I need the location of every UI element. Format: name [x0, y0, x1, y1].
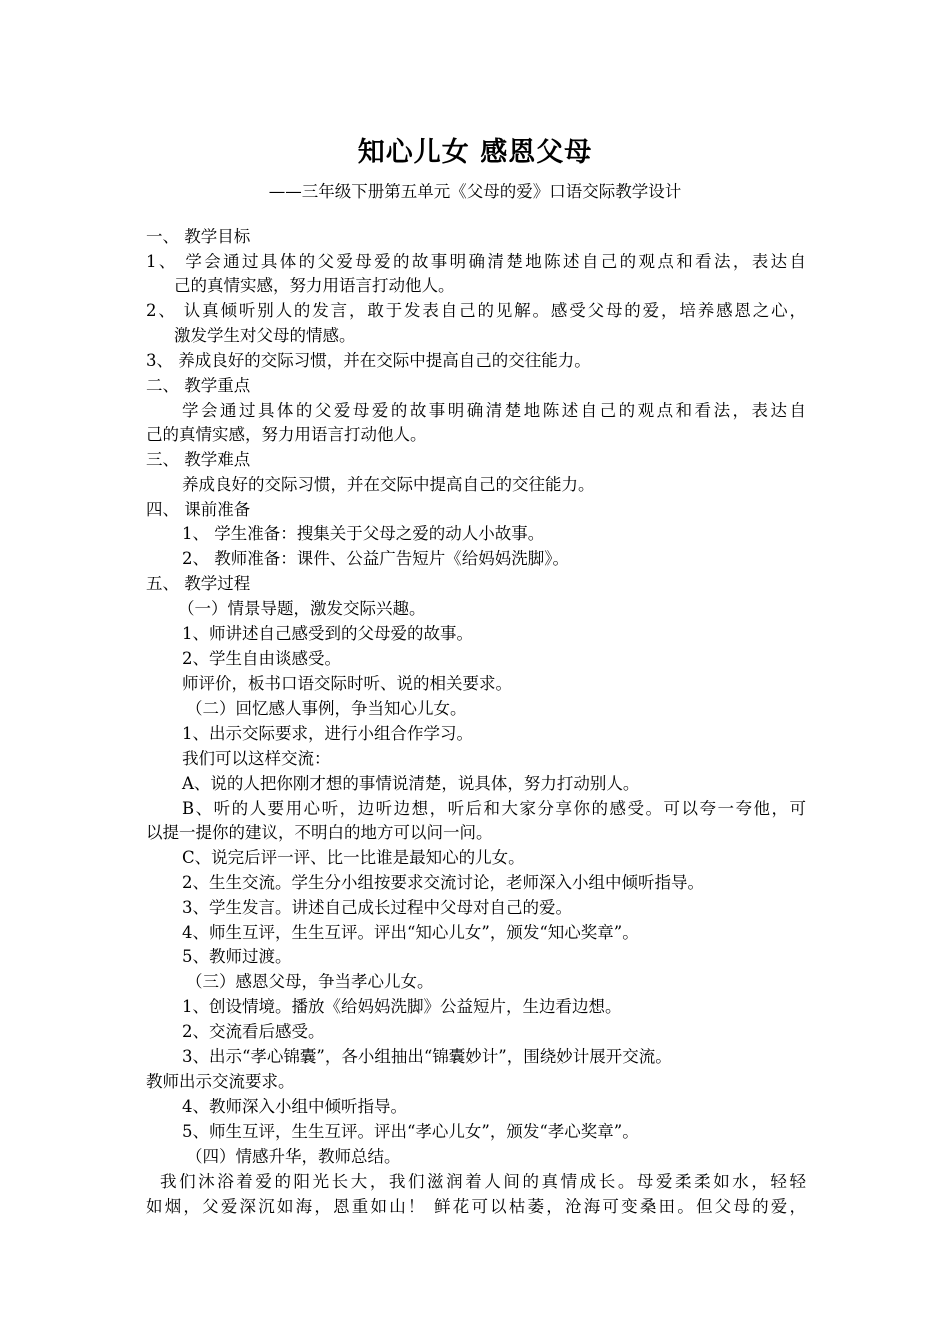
text-line: 1、创设情境。播放《给妈妈洗脚》公益短片，生边看边想。 — [182, 997, 622, 1016]
text-line: 2、交流看后感受。 — [182, 1022, 325, 1041]
text-line: 1、 学会通过具体的父爱母爱的故事明确清楚地陈述自己的观点和看法，表达自 — [146, 252, 806, 271]
text-line: 师评价，板书口语交际时听、说的相关要求。 — [182, 674, 512, 693]
text-line: 四、 课前准备 — [146, 500, 251, 519]
text-line: 己的真情实感，努力用语言打动他人。 — [146, 425, 427, 444]
text-line: 3、出示“孝心锦囊”，各小组抽出“锦囊妙计”，围绕妙计展开交流。 — [182, 1047, 672, 1066]
text-line: 3、 养成良好的交际习惯，并在交际中提高自己的交往能力。 — [146, 351, 591, 370]
document-subtitle: ——三年级下册第五单元《父母的爱》口语交际教学设计 — [268, 182, 682, 201]
text-line: 我们可以这样交流： — [182, 749, 331, 768]
text-line: 1、 学生准备：搜集关于父母之爱的动人小故事。 — [182, 524, 545, 543]
text-line: 以提一提你的建议，不明白的地方可以问一问。 — [146, 823, 493, 842]
text-line: 2、生生交流。学生分小组按要求交流讨论，老师深入小组中倾听指导。 — [182, 873, 704, 892]
text-line: 养成良好的交际习惯，并在交际中提高自己的交往能力。 — [182, 475, 595, 494]
text-line: 2、 教师准备：课件、公益广告短片《给妈妈洗脚》。 — [182, 549, 569, 568]
text-line: （一）情景导题，激发交际兴趣。 — [178, 599, 426, 618]
text-line: 1、出示交际要求，进行小组合作学习。 — [182, 724, 473, 743]
text-line: 教师出示交流要求。 — [146, 1072, 295, 1091]
text-line: 三、 教学难点 — [146, 450, 251, 469]
text-line: （四）情感升华，教师总结。 — [186, 1147, 401, 1166]
text-line: 五、 教学过程 — [146, 574, 251, 593]
text-line: 2、 认真倾听别人的发言，敢于发表自己的见解。感受父母的爱，培养感恩之心， — [146, 301, 806, 320]
text-line: 一、 教学目标 — [146, 227, 251, 246]
text-line: 我们沐浴着爱的阳光长大，我们滋润着人间的真情成长。母爱柔柔如水，轻轻 — [160, 1172, 806, 1191]
document-title: 知心儿女 感恩父母 — [357, 137, 593, 168]
text-line: C、说完后评一评、比一比谁是最知心的儿女。 — [182, 848, 525, 867]
text-line: （二）回忆感人事例，争当知心儿女。 — [186, 699, 467, 718]
text-line: 5、教师过渡。 — [182, 947, 292, 966]
text-line: 2、学生自由谈感受。 — [182, 649, 341, 668]
text-line: （三）感恩父母，争当孝心儿女。 — [186, 972, 434, 991]
text-line: 4、师生互评，生生互评。评出“知心儿女”，颁发“知心奖章”。 — [182, 923, 639, 942]
text-line: 3、学生发言。讲述自己成长过程中父母对自己的爱。 — [182, 898, 572, 917]
text-line: B、听的人要用心听，边听边想，听后和大家分享你的感受。可以夸一夸他，可 — [182, 799, 806, 818]
text-line: 如烟，父爱深沉如海，恩重如山！ 鲜花可以枯萎，沧海可变桑田。但父母的爱， — [146, 1197, 806, 1216]
text-line: 己的真情实感，努力用语言打动他人。 — [174, 276, 455, 295]
text-line: 5、师生互评，生生互评。评出“孝心儿女”，颁发“孝心奖章”。 — [182, 1122, 639, 1141]
text-line: A、说的人把你刚才想的事情说清楚，说具体，努力打动别人。 — [182, 774, 640, 793]
text-line: 二、 教学重点 — [146, 376, 251, 395]
text-line: 1、师讲述自己感受到的父母爱的故事。 — [182, 624, 473, 643]
text-line: 激发学生对父母的情感。 — [174, 326, 356, 345]
text-line: 4、教师深入小组中倾听指导。 — [182, 1097, 407, 1116]
text-line: 学会通过具体的父爱母爱的故事明确清楚地陈述自己的观点和看法，表达自 — [182, 401, 806, 420]
